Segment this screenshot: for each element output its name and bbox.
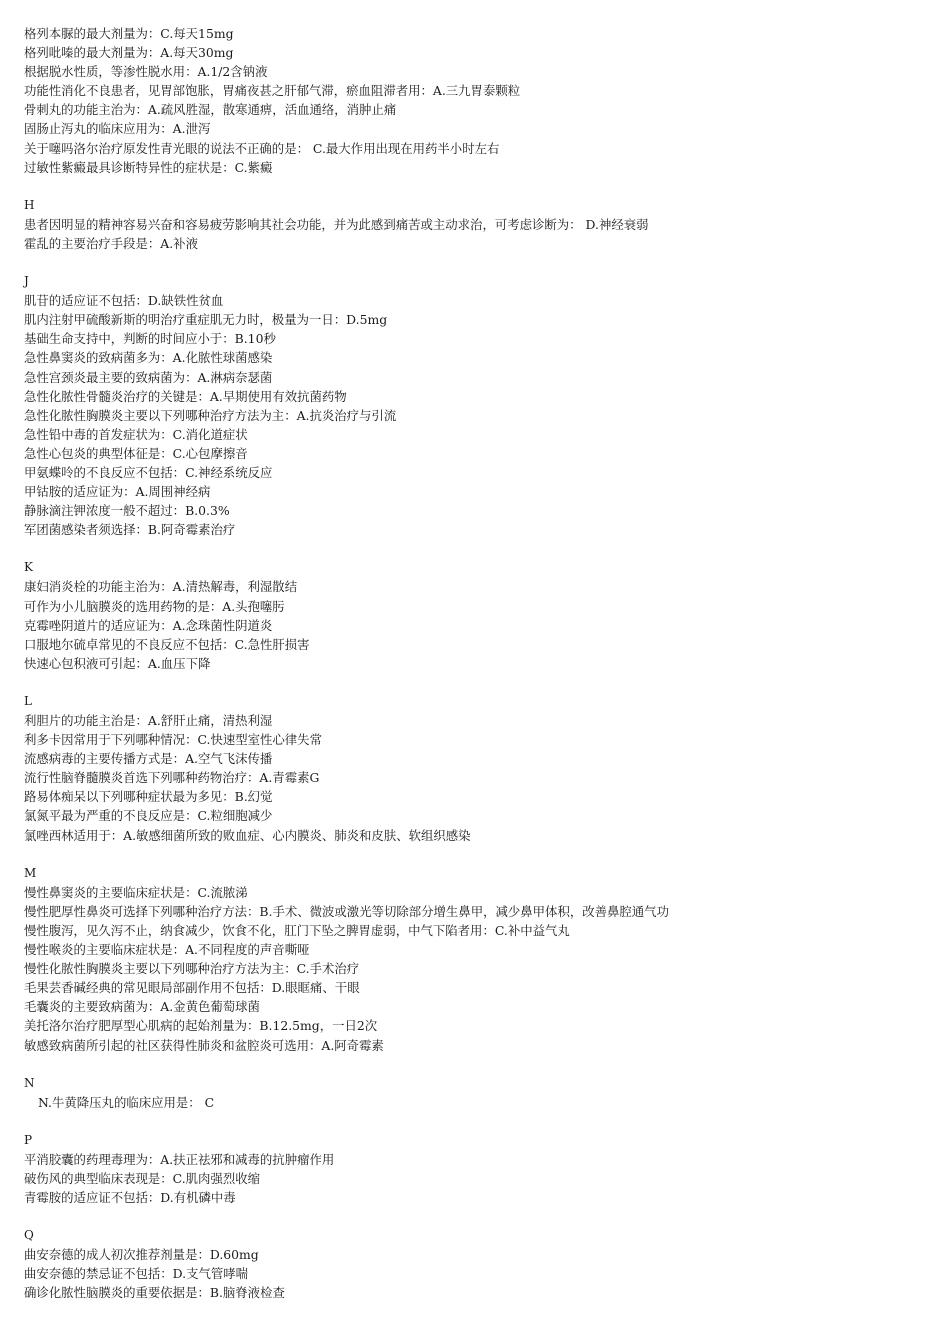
qa-line: 平消胶囊的药理毒理为：A.扶正祛邪和减毒的抗肿瘤作用 <box>24 1151 335 1167</box>
qa-line: 氯氮平最为严重的不良反应是：C.粒细胞减少 <box>24 808 273 824</box>
section-letter-heading: P <box>24 1132 33 1147</box>
qa-line: 患者因明显的精神容易兴奋和容易疲劳影响其社会功能，并为此感到痛苦或主动求治，可考虑诊断为： D.神经衰弱 <box>24 216 649 232</box>
qa-line: 曲安奈德的禁忌证不包括：D.支气管哮喘 <box>24 1266 249 1282</box>
qa-line: 确诊化脓性脑膜炎的重要依据是：B.脑脊液检查 <box>24 1285 285 1301</box>
qa-line: 急性心包炎的典型体征是：C.心包摩擦音 <box>24 445 248 461</box>
qa-line: 康妇消炎栓的功能主治为：A.清热解毒，利湿散结 <box>24 579 298 595</box>
qa-line: 慢性肥厚性鼻炎可选择下列哪种治疗方法：B.手术、微波或激光等切除部分增生鼻甲，减少鼻甲体积，改善鼻腔通气功 <box>24 903 669 919</box>
qa-line: 毛囊炎的主要致病菌为：A.金黄色葡萄球菌 <box>24 999 260 1015</box>
qa-line: 毛果芸香碱经典的常见眼局部副作用不包括：D.眼眶痛、干眼 <box>24 980 360 996</box>
qa-line: 慢性腹泻，见久泻不止，纳食减少，饮食不化，肛门下坠之脾胃虚弱，中气下陷者用：C.补中益气丸 <box>24 922 570 938</box>
section-letter-heading: J <box>24 274 29 289</box>
qa-line: 急性宫颈炎最主要的致病菌为：A.淋病奈瑟菌 <box>24 369 273 385</box>
qa-line: 慢性鼻窦炎的主要临床症状是：C.流脓涕 <box>24 884 248 900</box>
qa-line: 功能性消化不良患者，见胃部饱胀，胃痛夜甚之肝郁气滞，瘀血阻滞者用：A.三九胃泰颗粒 <box>24 83 521 99</box>
qa-line: 过敏性紫癜最具诊断特异性的症状是：C.紫癜 <box>24 159 273 175</box>
section-letter-heading: L <box>24 693 32 708</box>
qa-line: 急性化脓性骨髓炎治疗的关键是：A.早期使用有效抗菌药物 <box>24 388 347 404</box>
section-letter-heading: M <box>24 865 37 880</box>
qa-line: 利多卡因常用于下列哪种情况：C.快速型室性心律失常 <box>24 732 322 748</box>
qa-line: 青霉胺的适应证不包括：D.有机磷中毒 <box>24 1190 236 1206</box>
qa-line: 慢性喉炎的主要临床症状是：A.不同程度的声音嘶哑 <box>24 942 310 958</box>
section-m <box>24 864 950 1055</box>
qa-line: 口服地尔硫卓常见的不良反应不包括：C.急性肝损害 <box>24 636 310 652</box>
qa-line: 曲安奈德的成人初次推荐剂量是：D.60mg <box>24 1247 259 1263</box>
qa-line: 根据脱水性质，等渗性脱水用：A.1/2含钠液 <box>24 64 268 80</box>
section-list <box>24 24 950 1303</box>
qa-line: 肌内注射甲硫酸新斯的明治疗重症肌无力时，极量为一日：D.5mg <box>24 312 388 328</box>
qa-line: 流行性脑脊髓膜炎首选下列哪种药物治疗：A.青霉素G <box>24 770 320 786</box>
qa-line: 急性鼻窦炎的致病菌多为：A.化脓性球菌感染 <box>24 350 273 366</box>
qa-line: N.牛黄降压丸的临床应用是： C <box>38 1094 215 1110</box>
qa-line: 破伤风的典型临床表现是：C.肌肉强烈收缩 <box>24 1170 261 1186</box>
qa-line: 敏感致病菌所引起的社区获得性肺炎和盆腔炎可选用：A.阿奇霉素 <box>24 1037 384 1053</box>
qa-line: 快速心包积液可引起：A.血压下降 <box>24 655 211 671</box>
qa-line: 关于噻吗洛尔治疗原发性青光眼的说法不正确的是： C.最大作用出现在用药半小时左右 <box>24 140 500 156</box>
section-h <box>24 196 950 253</box>
section-k <box>24 558 950 673</box>
qa-line: 美托洛尔治疗肥厚型心肌病的起始剂量为：B.12.5mg，一日2次 <box>24 1018 378 1034</box>
section-l <box>24 692 950 845</box>
qa-line: 急性化脓性胸膜炎主要以下列哪种治疗方法为主：A.抗炎治疗与引流 <box>24 407 397 423</box>
section-letter-heading: K <box>24 560 33 575</box>
qa-line: 甲氨蝶呤的不良反应不包括：C.神经系统反应 <box>24 464 273 480</box>
section-j <box>24 272 950 539</box>
qa-line: 格列本脲的最大剂量为：C.每天15mg <box>24 26 234 41</box>
qa-line: 基础生命支持中，判断的时间应小于：B.10秒 <box>24 331 276 347</box>
qa-line: 慢性化脓性胸膜炎主要以下列哪种治疗方法为主：C.手术治疗 <box>24 961 360 977</box>
qa-line: 克霉唑阴道片的适应证为：A.念珠菌性阴道炎 <box>24 617 273 633</box>
section-q <box>24 1226 950 1302</box>
section-letter-heading: N <box>24 1075 35 1090</box>
qa-line: 可作为小儿脑膜炎的选用药物的是：A.头孢噻肟 <box>24 598 285 614</box>
qa-line: 骨刺丸的功能主治为：A.疏风胜湿，散寒通痹，活血通络，消肿止痛 <box>24 102 397 118</box>
section-intro <box>24 24 950 177</box>
section-letter-heading: Q <box>24 1228 34 1243</box>
qa-line: 氯唑西林适用于：A.敏感细菌所致的败血症、心内膜炎、肺炎和皮肤、软组织感染 <box>24 827 471 843</box>
qa-line: 流感病毒的主要传播方式是：A.空气飞沫传播 <box>24 751 273 767</box>
qa-line: 肌苷的适应证不包括：D.缺铁性贫血 <box>24 293 224 309</box>
qa-line: 急性铅中毒的首发症状为：C.消化道症状 <box>24 426 248 442</box>
qa-line: 路易体痴呆以下列哪种症状最为多见：B.幻觉 <box>24 789 273 805</box>
section-p <box>24 1131 950 1207</box>
section-n <box>24 1074 950 1112</box>
qa-line: 霍乱的主要治疗手段是：A.补液 <box>24 235 198 251</box>
qa-line: 利胆片的功能主治是：A.舒肝止痛，清热利湿 <box>24 713 273 728</box>
qa-line: 军团菌感染者须选择：B.阿奇霉素治疗 <box>24 522 236 538</box>
qa-line: 固肠止泻丸的临床应用为：A.泄泻 <box>24 121 211 137</box>
section-letter-heading: H <box>24 197 35 212</box>
qa-line: 格列吡嗪的最大剂量为：A.每天30mg <box>24 45 234 61</box>
qa-line: 静脉滴注钾浓度一般不超过：B.0.3% <box>24 503 230 519</box>
qa-line: 甲钴胺的适应证为：A.周围神经病 <box>24 484 211 500</box>
